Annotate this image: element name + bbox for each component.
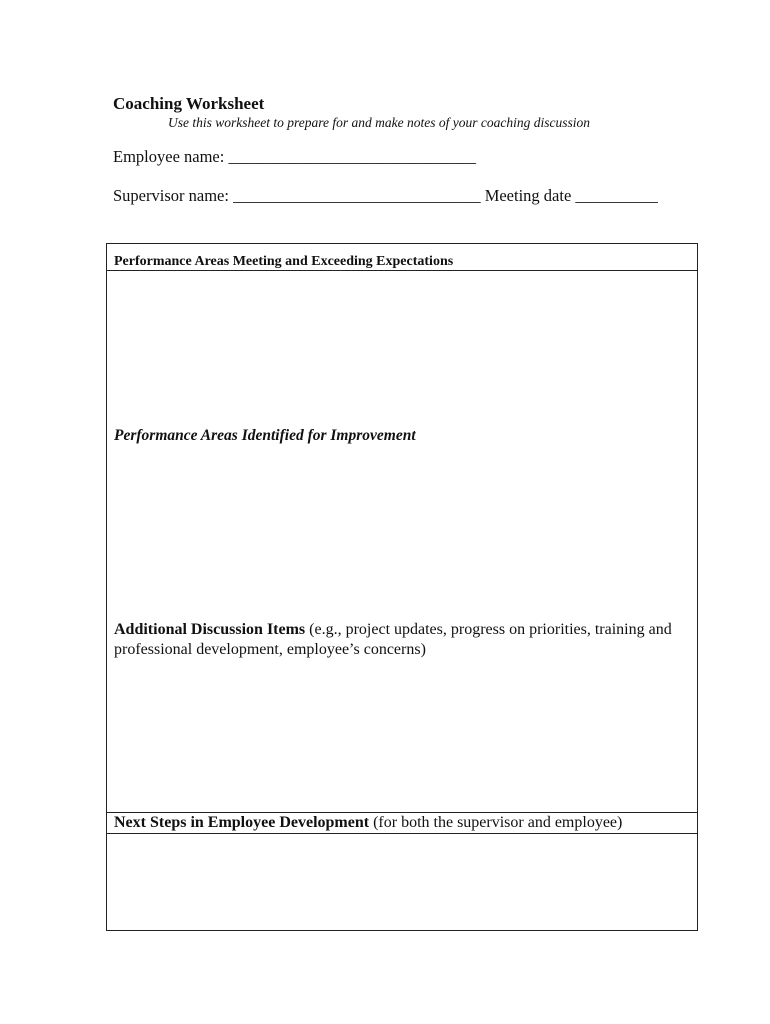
additional-discussion-title: Additional Discussion Items	[114, 621, 306, 638]
improvement-heading: Performance Areas Identified for Improvement	[114, 427, 416, 444]
next-steps-notes-area[interactable]	[107, 834, 697, 930]
expectations-heading: Performance Areas Meeting and Exceeding Expectations	[114, 254, 454, 269]
expectations-header	[107, 244, 697, 271]
employee-name-label: Employee name:	[113, 147, 225, 166]
supervisor-name-field[interactable]: ______________________________	[233, 186, 481, 205]
next-steps-heading	[114, 814, 622, 832]
improvement-notes-area[interactable]	[107, 449, 697, 614]
next-steps-title: Next Steps in Employee Development	[114, 814, 370, 831]
employee-name-field[interactable]: ______________________________	[228, 147, 476, 166]
meeting-date-field[interactable]: __________	[575, 186, 658, 205]
additional-discussion-note: (e.g., project updates, progress on priorities, training and professional development, employee’s concerns)	[114, 621, 672, 658]
expectations-notes-area[interactable]	[107, 271, 697, 421]
employee-name-row	[113, 147, 476, 167]
additional-discussion-heading	[114, 620, 692, 660]
next-steps-header	[107, 812, 697, 834]
page-title: Coaching Worksheet	[113, 94, 265, 113]
meeting-date-label: Meeting date	[484, 186, 572, 205]
worksheet-table	[106, 243, 698, 931]
page-subtitle: Use this worksheet to prepare for and make notes of your coaching discussion	[168, 115, 590, 130]
additional-notes-area[interactable]	[107, 664, 697, 810]
supervisor-name-label: Supervisor name:	[113, 186, 229, 205]
next-steps-note: (for both the supervisor and employee)	[373, 814, 623, 831]
supervisor-row	[113, 186, 658, 206]
